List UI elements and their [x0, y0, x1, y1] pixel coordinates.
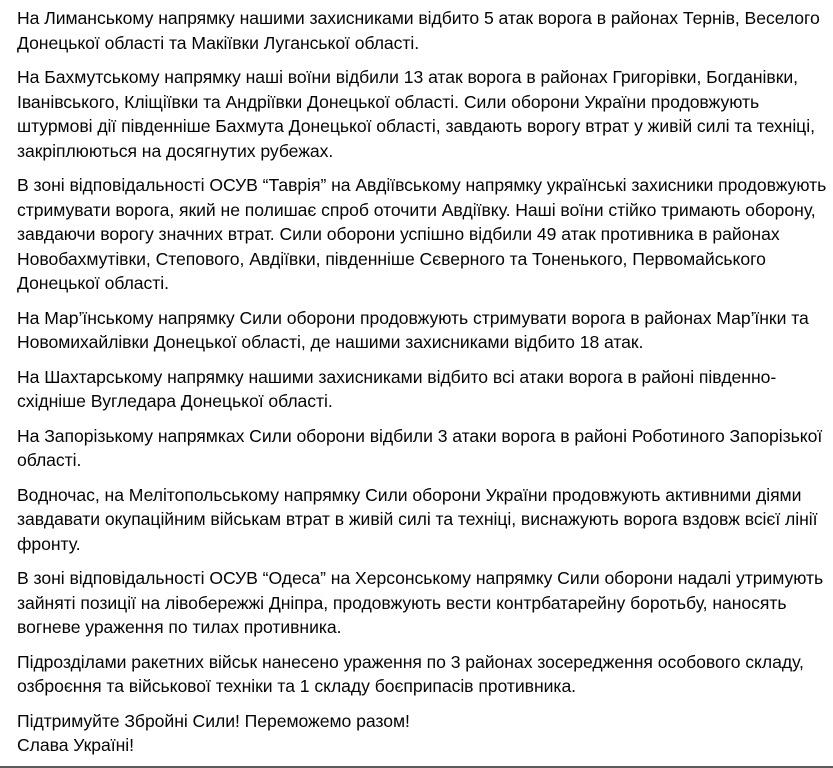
closing-line-support: Підтримуйте Збройні Сили! Переможемо разом!: [17, 710, 410, 731]
post-paragraph-missile-forces: Підрозділами ракетних військ нанесено ураження по 3 районах зосередження особового складу, озброєння та військової техніки та 1 складу боєприпасів противника.: [17, 651, 804, 696]
post-paragraph-kherson: В зоні відповідальності ОСУВ “Одеса” на Херсонському напрямку Сили оборони надалі утримують зайняті позиції на лівобережжі Дніпра, продовжують вести контрбатарейну боротьбу, наносять вогневе ураження по тилах противника.: [17, 568, 824, 637]
post-paragraph-avdiivka: В зоні відповідальності ОСУВ “Таврія” на Авдіївському напрямку українські захисники продовжують стримувати ворога, який не полишає спроб оточити Авдіївку. Наші воїни стійко тримають оборону, завдаючи ворогу значних втрат. Сили оборони успішно відбили 49 атак противника в районах Новобахмутівки, Степового, Авдіївки, південніше Сєверного та Тоненького, Первомайського Донецької області.: [17, 175, 827, 293]
post-paragraph-marinka: На Мар’їнському напрямку Сили оборони продовжують стримувати ворога в районах Мар’їнки та Новомихайлівки Донецької області, де нашими захисниками відбито 18 атак.: [17, 307, 809, 352]
post-body: [17, 6, 829, 758]
closing-line-glory: Слава Україні!: [17, 735, 134, 755]
post-closing: [17, 709, 829, 758]
post-paragraph-lyman: На Лиманському напрямку нашими захисниками відбито 5 атак ворога в районах Тернів, Веселого Донецької області та Макіївки Луганської області.: [17, 8, 820, 53]
post-paragraph-zaporizhzhia: На Запорізькому напрямках Сили оборони відбили 3 атаки ворога в районі Роботиного Запорізької області.: [17, 425, 823, 470]
post-paragraph-melitopol: Водночас, на Мелітопольському напрямку Сили оборони України продовжують активними діями завдавати окупаційним військам втрат в живій силі та техніці, виснажують ворога вздовж всієї лінії фронту.: [17, 484, 818, 554]
post-paragraph-shakhtarsk: На Шахтарському напрямку нашими захисниками відбито всі атаки ворога в районі південно-східніше Вугледара Донецької області.: [17, 366, 777, 411]
post-paragraph-bakhmut: На Бахмутському напрямку наші воїни відбили 13 атак ворога в районах Григорівки, Богданівки, Іванівського, Кліщіївки та Андріївки Донецької області. Сили оборони України продовжують штурмові дії південніше Бахмута Донецької області, завдають ворогу втрат у живій силі та техніці, закріплюються на досягнутих рубежах.: [17, 67, 815, 161]
